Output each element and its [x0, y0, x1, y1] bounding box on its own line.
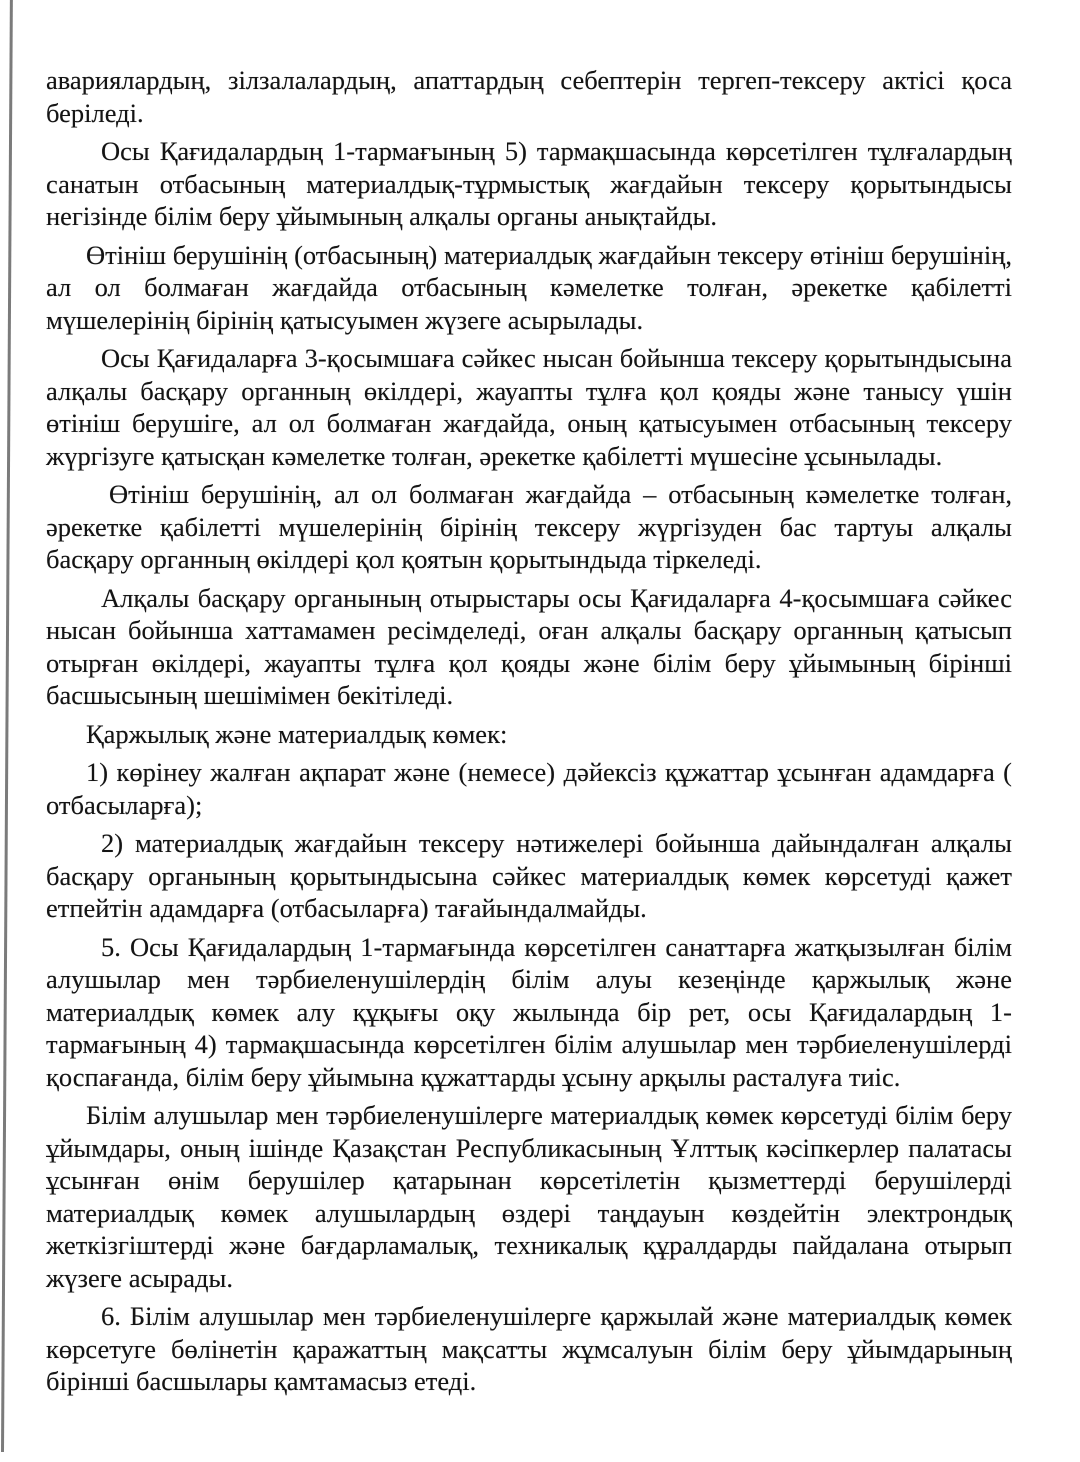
paragraph-9-item-2: 2) материалдық жағдайын тексеру нәтижелері бойынша дайындалған алқалы басқару органының қорытындысына сәйкес материалдық көмек көрсетуді қажет етпейтін адамдарға (отбасыларға) тағайындалмайды.	[46, 828, 1012, 923]
paragraph-2: Осы Қағидалардың 1-тармағының 5) тармақшасында көрсетілген тұлғалардың санатын отбасының материалдық-тұрмыстық жағдайын тексеру қорытындысы негізінде білім беру ұйымының алқалы органы анықтайды.	[46, 136, 1012, 231]
document-text-block	[46, 64, 1012, 1404]
paragraph-11: Білім алушылар мен тәрбиеленушілерге материалдық көмек көрсетуді білім беру ұйымдары, оның ішінде Қазақстан Республикасының Ұлттық кәсіпкерлер палатасы ұсынған өнім берушілер қатарынан көрсетілетін қызметтерді берушілерді материалдық көмек алушылардың өздері таңдауын көздейтін электрондық жеткізгіштерді және бағдарламалық, техникалық құралдарды пайдалана отырып жүзеге асырады.	[46, 1100, 1012, 1293]
paragraph-8-item-1: 1) көрінеу жалған ақпарат және (немесе) дәйексіз құжаттар ұсынған адамдарға ( отбасыларға);	[46, 757, 1012, 820]
paragraph-10-item-5: 5. Осы Қағидалардың 1-тармағында көрсетілген санаттарға жатқызылған білім алушылар мен тәрбиеленушілердің білім алуы кезеңінде қаржылық және материалдық көмек алу құқығы оқу жылында бір рет, осы Қағидалардың 1-тармағының 4) тармақшасында көрсетілген білім алушылар мен тәрбиеленушілерді қоспағанда, білім беру ұйымына құжаттарды ұсыну арқылы расталуға тиіс.	[46, 931, 1012, 1092]
paragraph-4: Осы Қағидаларға 3-қосымшаға сәйкес нысан бойынша тексеру қорытындысына алқалы басқару органның өкілдері, жауапты тұлға қол қояды және танысу үшін өтініш берушіге, ал ол болмаған жағдайда, оның қатысуымен отбасының тексеру жүргізуге қатысқан кәмелетке толған, әрекетке қабілетті мүшесіне ұсынылады.	[46, 343, 1012, 471]
paragraph-6: Алқалы басқару органының отырыстары осы Қағидаларға 4-қосымшаға сәйкес нысан бойынша хаттамамен ресімделеді, оған алқалы басқару органның қатысып отырған өкілдері, жауапты тұлға қол қояды және білім беру ұйымының бірінші басшысының шешімімен бекітіледі.	[46, 582, 1012, 710]
paragraph-12-item-6: 6. Білім алушылар мен тәрбиеленушілерге қаржылай және материалдық көмек көрсетуге бөлінетін қаражаттың мақсатты жұмсалуын білім беру ұйымдарының бірінші басшылары қамтамасыз етеді.	[46, 1301, 1012, 1396]
paragraph-1: авариялардың, зілзалалардың, апаттардың себептерін тергеп-тексеру актісі қоса беріледі.	[46, 65, 1012, 128]
paragraph-3: Өтініш берушінің (отбасының) материалдық жағдайын тексеру өтініш берушінің, ал ол болмаған жағдайда отбасының кәмелетке толған, әрекетке қабілетті мүшелерінің бірінің қатысуымен жүзеге асырылады.	[46, 239, 1012, 335]
paragraph-5: Өтініш берушінің, ал ол болмаған жағдайда – отбасының кәмелетке толған, әрекетке қабілетті мүшелерінің бірінің тексеру жүргізуден бас тартуы алқалы басқару органның өкілдері қол қоятын қорытындыда тіркеледі.	[46, 479, 1012, 574]
paragraph-7: Қаржылық және материалдық көмек:	[86, 718, 508, 749]
scan-edge-line	[1, 0, 13, 1452]
